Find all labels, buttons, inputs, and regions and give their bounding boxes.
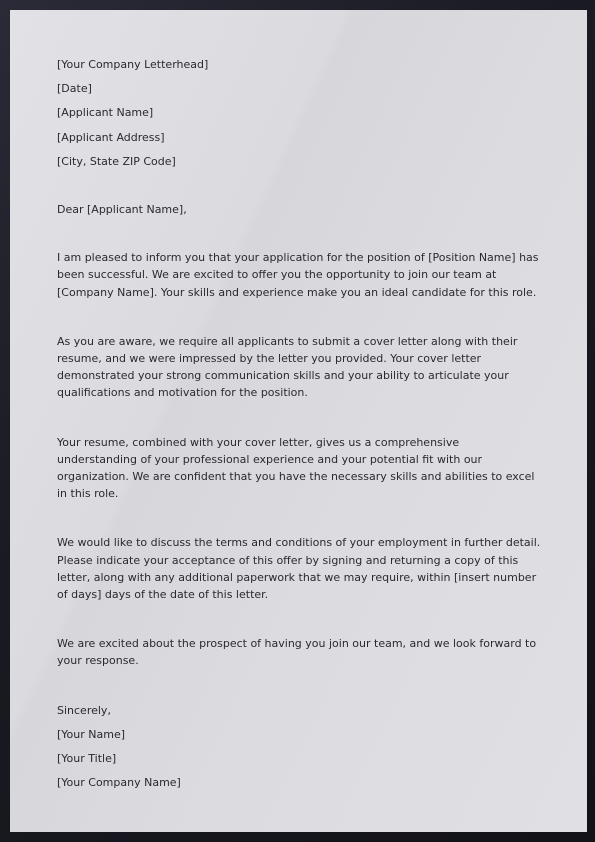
paragraph-resume: Your resume, combined with your cover letter, gives us a comprehensive understanding of your professional experience and your potential fit with our organization. We are confident that you have the necessary skills and abilities to excel in this role.: [57, 435, 535, 501]
applicant-city-state-zip: [City, State ZIP Code]: [57, 154, 176, 168]
paragraph-offer: I am pleased to inform you that your application for the position of [Position Name] has been successful. We are excited to offer you the opportunity to join our team at [Company Name]. Your skills and experience make you an ideal candidate for this role.: [57, 251, 539, 299]
signer-title: [Your Title]: [57, 752, 117, 766]
signer-company: [Your Company Name]: [57, 776, 181, 790]
letter-body: [57, 56, 542, 798]
company-letterhead: [Your Company Letterhead]: [57, 58, 209, 71]
signer-name: [Your Name]: [57, 727, 126, 741]
letter-date: [Date]: [57, 82, 92, 96]
letter-page: [10, 10, 587, 832]
paragraph-cover-letter: As you are aware, we require all applicants to submit a cover letter along with their resume, and we were impressed by the letter you provided. Your cover letter demonstrated your strong communication skills and your ability to articulate your qualifications and motivation for the position.: [57, 334, 518, 400]
applicant-address: [Applicant Address]: [57, 130, 165, 144]
valediction: Sincerely,: [57, 703, 111, 717]
paragraph-terms: We would like to discuss the terms and conditions of your employment in further detail. Please indicate your acceptance of this offer by signing and returning a copy of this letter, along with any additional paperwork that we may require, within [insert number of days] days of the date of this letter.: [57, 536, 541, 602]
salutation: Dear [Applicant Name],: [57, 203, 187, 217]
paragraph-closing: We are excited about the prospect of having you join our team, and we look forward to your response.: [57, 637, 537, 668]
applicant-name: [Applicant Name]: [57, 106, 154, 120]
